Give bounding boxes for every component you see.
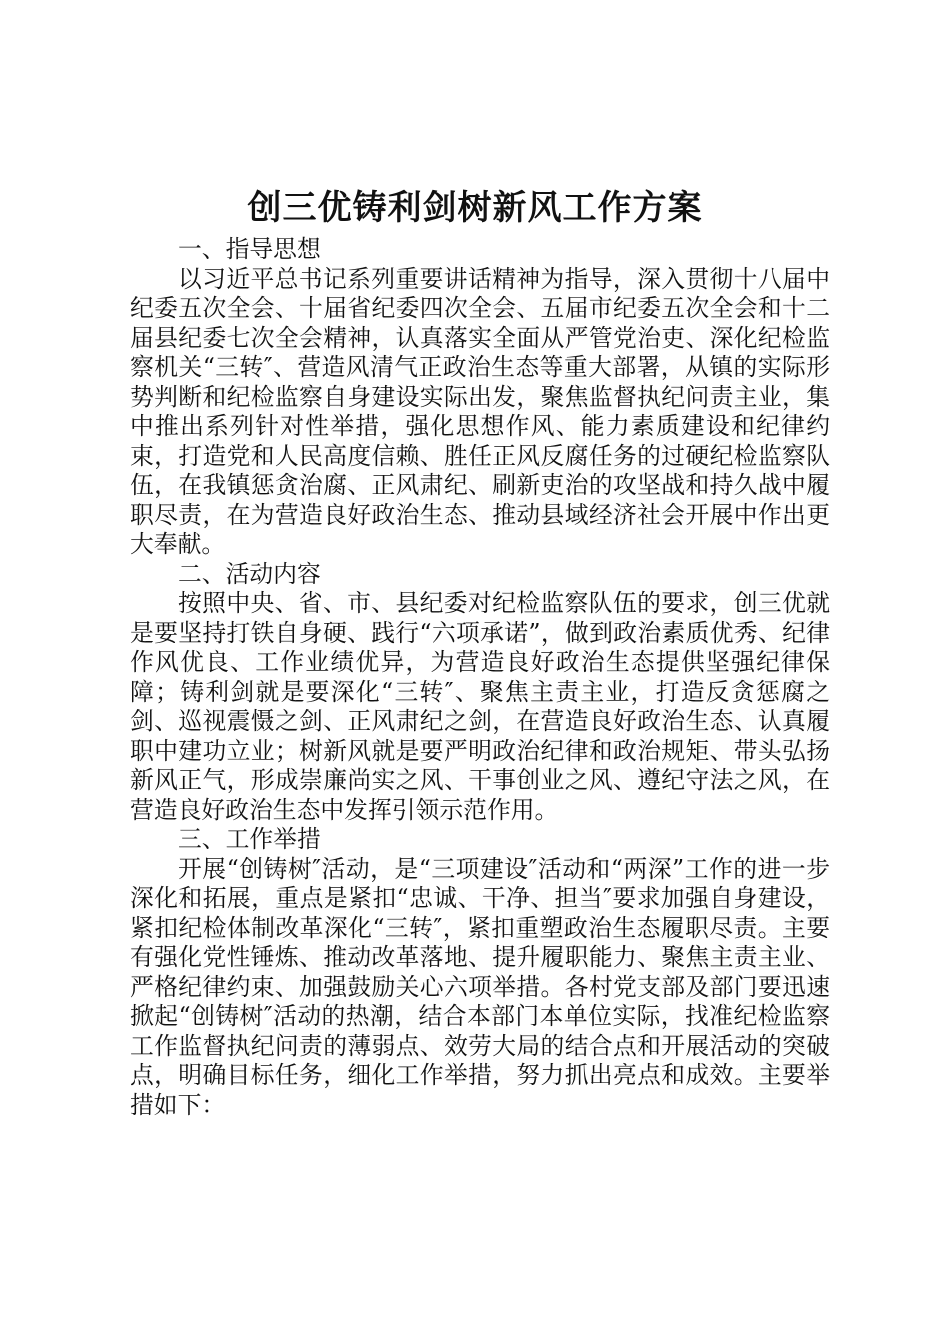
section-activity-content: [130, 560, 830, 826]
section-heading: 二、活动内容: [178, 559, 321, 588]
section-heading: 三、工作举措: [178, 825, 321, 853]
section-paragraph: 按照中央、省、市、县纪委对纪检监察队伍的要求，创三优就是要坚持打铁自身硬、践行“六项承诺”，做到政治素质优秀、纪律作风优良、工作业绩优异，为营造良好政治生态提供坚强纪律保障；铸利剑就是要深化“三转″、聚焦主责主业，打造反贪惩腐之剑、巡视震慑之剑、正风肃纪之剑，在营造良好政治生态、认真履职中建功立业；树新风就是要严明政治纪律和政治规矩、带头弘扬新风正气，形成崇廉尚实之风、干事创业之风、遵纪守法之风，在营造良好政治生态中发挥引领示范作用。: [130, 589, 830, 824]
section-paragraph: 以习近平总书记系列重要讲话精神为指导，深入贯彻十八届中纪委五次全会、十届省纪委四次全会、五届市纪委五次全会和十二届县纪委七次全会精神，认真落实全面从严管党治吏、深化纪检监察机关“三转″、营造风清气正政治生态等重大部署，从镇的实际形势判断和纪检监察自身建设实际出发，聚焦监督执纪问责主业，集中推出系列针对性举措，强化思想作风、能力素质建设和纪律约束，打造党和人民高度信赖、胜任正风反腐任务的过硬纪检监察队伍，在我镇惩贪治腐、正风肃纪、刷新吏治的攻坚战和持久战中履职尽责，在为营造良好政治生态、推动县域经济社会开展中作出更大奉献。: [130, 264, 830, 558]
document-title: 创三优铸利剑树新风工作方案: [247, 188, 703, 228]
section-work-measures: [130, 825, 830, 1120]
section-heading: 一、指导思想: [178, 235, 321, 263]
document-body: [130, 235, 830, 1120]
section-guiding-ideology: [130, 235, 830, 560]
section-paragraph: 开展“创铸树″活动，是“三项建设″活动和“两深”工作的进一步深化和拓展，重点是紧扣“忠诚、干净、担当″要求加强自身建设，紧扣纪检体制改革深化“三转″，紧扣重塑政治生态履职尽责。主要有强化党性锤炼、推动改革落地、提升履职能力、聚焦主责主业、严格纪律约束、加强鼓励关心六项举措。各村党支部及部门要迅速掀起“创铸树″活动的热潮，结合本部门本单位实际，找准纪检监察工作监督执纪问责的薄弱点、效劳大局的结合点和开展活动的突破点，明确目标任务，细化工作举措，努力抓出亮点和成效。主要举措如下：: [130, 854, 830, 1119]
